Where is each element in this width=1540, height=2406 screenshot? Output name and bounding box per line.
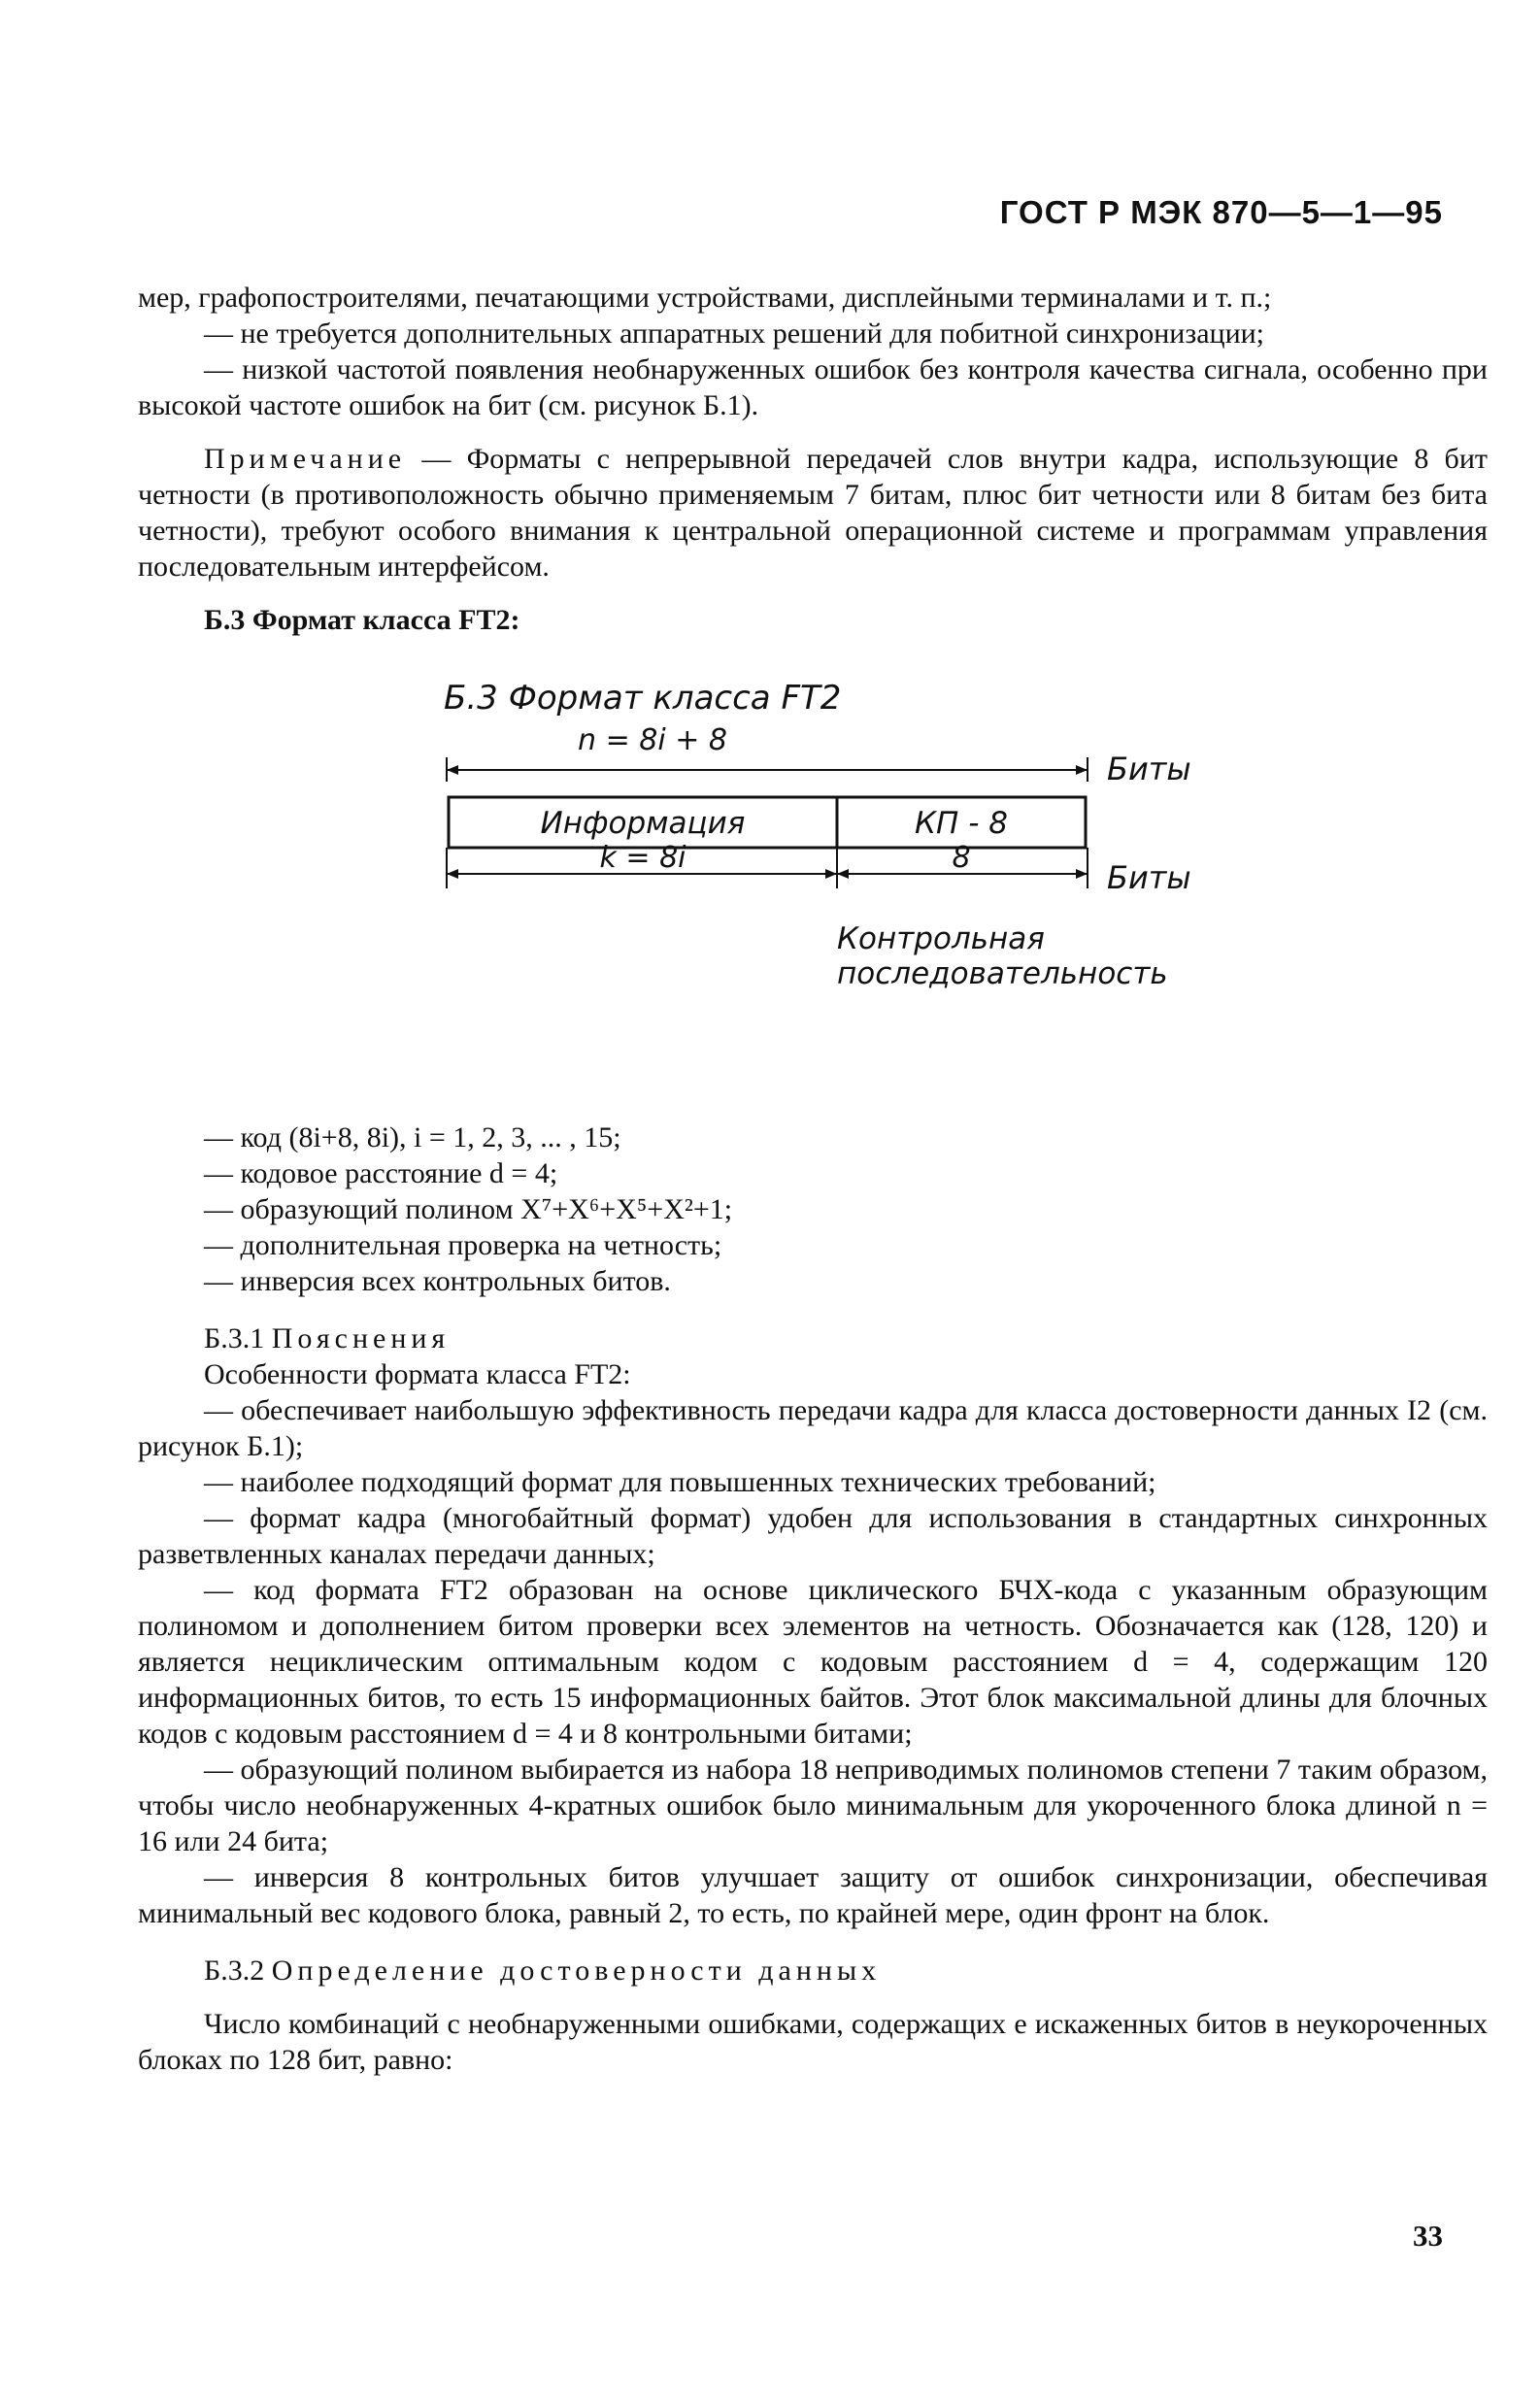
list-item: — инверсия всех контрольных битов. [204,1265,671,1297]
list-item: — дополнительная проверка на четность; [204,1229,722,1261]
section-b32-number: Б.3.2 [204,1955,272,1987]
page-number: 33 [1413,2219,1443,2253]
explanation-item: — инверсия 8 контрольных битов улучшает защиту от ошибок синхронизации, обеспечивая минимальный вес кодового блока, равный 2, то есть, по крайней мере, один фронт на блок. [138,1861,1488,1929]
section-b31-lead: Особенности формата класса FT2: [204,1358,631,1390]
note-text: — Форматы с непрерывной передачей слов внутри кадра, использующие 8 бит четности (в противоположность обычно применяемым 7 битам, плюс бит четности или 8 битам без бита четности), требуют особого внимания к центральной операционной системе и программам управления последовательным интерфейсом. [138,443,1488,583]
section-b32-heading [138,1953,1488,1988]
bits-label-bottom: Биты [1107,859,1191,896]
note-paragraph [138,441,1488,585]
check-length-label: 8 [952,841,971,875]
body-text [138,280,1488,2078]
section-b3-title: Б.3 Формат класса FT2: [204,604,520,636]
bits-label-top: Биты [1107,751,1191,787]
caption-line-2: последовательность [837,956,1168,991]
explanation-item: — образующий полином выбирается из набора 18 неприводимых полиномов степени 7 таким образом, чтобы число необнаруженных 4-кратных ошибок было минимальным для укороченного блока длиной n = 16 или 24 бита; [138,1754,1488,1857]
note-label: Примечание [204,443,407,475]
paragraph-low-error: — низкой частотой появления необнаруженных ошибок без контроля качества сигнала, особенно при высокой частоте ошибок на бит (см. рисунок Б.1). [138,353,1488,421]
paragraph-continuation: мер, графопостроителями, печатающими устройствами, дисплейными терминалами и т. п.; [138,282,1272,314]
code-properties-list [138,1119,1488,1299]
cell-check-sequence: КП - 8 [915,806,1008,841]
frame-format-figure [138,655,1488,1112]
list-item: — код (8i+8, 8i), i = 1, 2, 3, ... , 15; [204,1121,621,1153]
section-b31-heading [138,1320,1488,1356]
frame-format-diagram [138,655,1488,1112]
list-item: — кодовое расстояние d = 4; [204,1157,558,1189]
section-b32-text: Число комбинаций с необнаруженными ошибками, содержащих e искаженных битов в неукороченных блоках по 128 бит, равно: [138,2008,1488,2076]
section-b32-title: Определение достоверности данных [271,1955,882,1987]
explanation-item: — формат кадра (многобайтный формат) удобен для использования в стандартных синхронных разветвленных каналах передачи данных; [138,1502,1488,1570]
info-length-label: k = 8i [599,841,686,875]
list-item: — образующий полином X⁷+X⁶+X⁵+X²+1; [204,1193,733,1225]
document-id-header: ГОСТ Р МЭК 870—5—1—95 [999,194,1443,230]
explanation-item: — обеспечивает наибольшую эффективность передачи кадра для класса достоверности данных I2 (см. рисунок Б.1); [138,1394,1488,1462]
paragraph-no-sync: — не требуется дополнительных аппаратных решений для побитной синхронизации; [204,317,1265,350]
cell-information: Информация [540,806,746,841]
section-b31-title: Пояснения [271,1322,451,1354]
caption-line-1: Контрольная [837,921,1045,956]
figure-title: Б.3 Формат класса FT2 [444,679,842,718]
explanation-item: — наиболее подходящий формат для повышенных технических требований; [204,1466,1156,1498]
total-length-label: n = 8i + 8 [578,723,727,757]
section-b31-number: Б.3.1 [204,1322,272,1354]
explanation-item: — код формата FT2 образован на основе циклического БЧХ-кода с указанным образующим полиномом и дополнением битом проверки всех элементов на четность. Обозначается как (128, 120) и является нециклическим оптимальным кодом с кодовым расстоянием d = 4, содержащим 120 информационных битов, то есть 15 информационных байтов. Этот блок максимальной длины для блочных кодов с кодовым расстоянием d = 4 и 8 контрольными битами; [138,1574,1488,1750]
